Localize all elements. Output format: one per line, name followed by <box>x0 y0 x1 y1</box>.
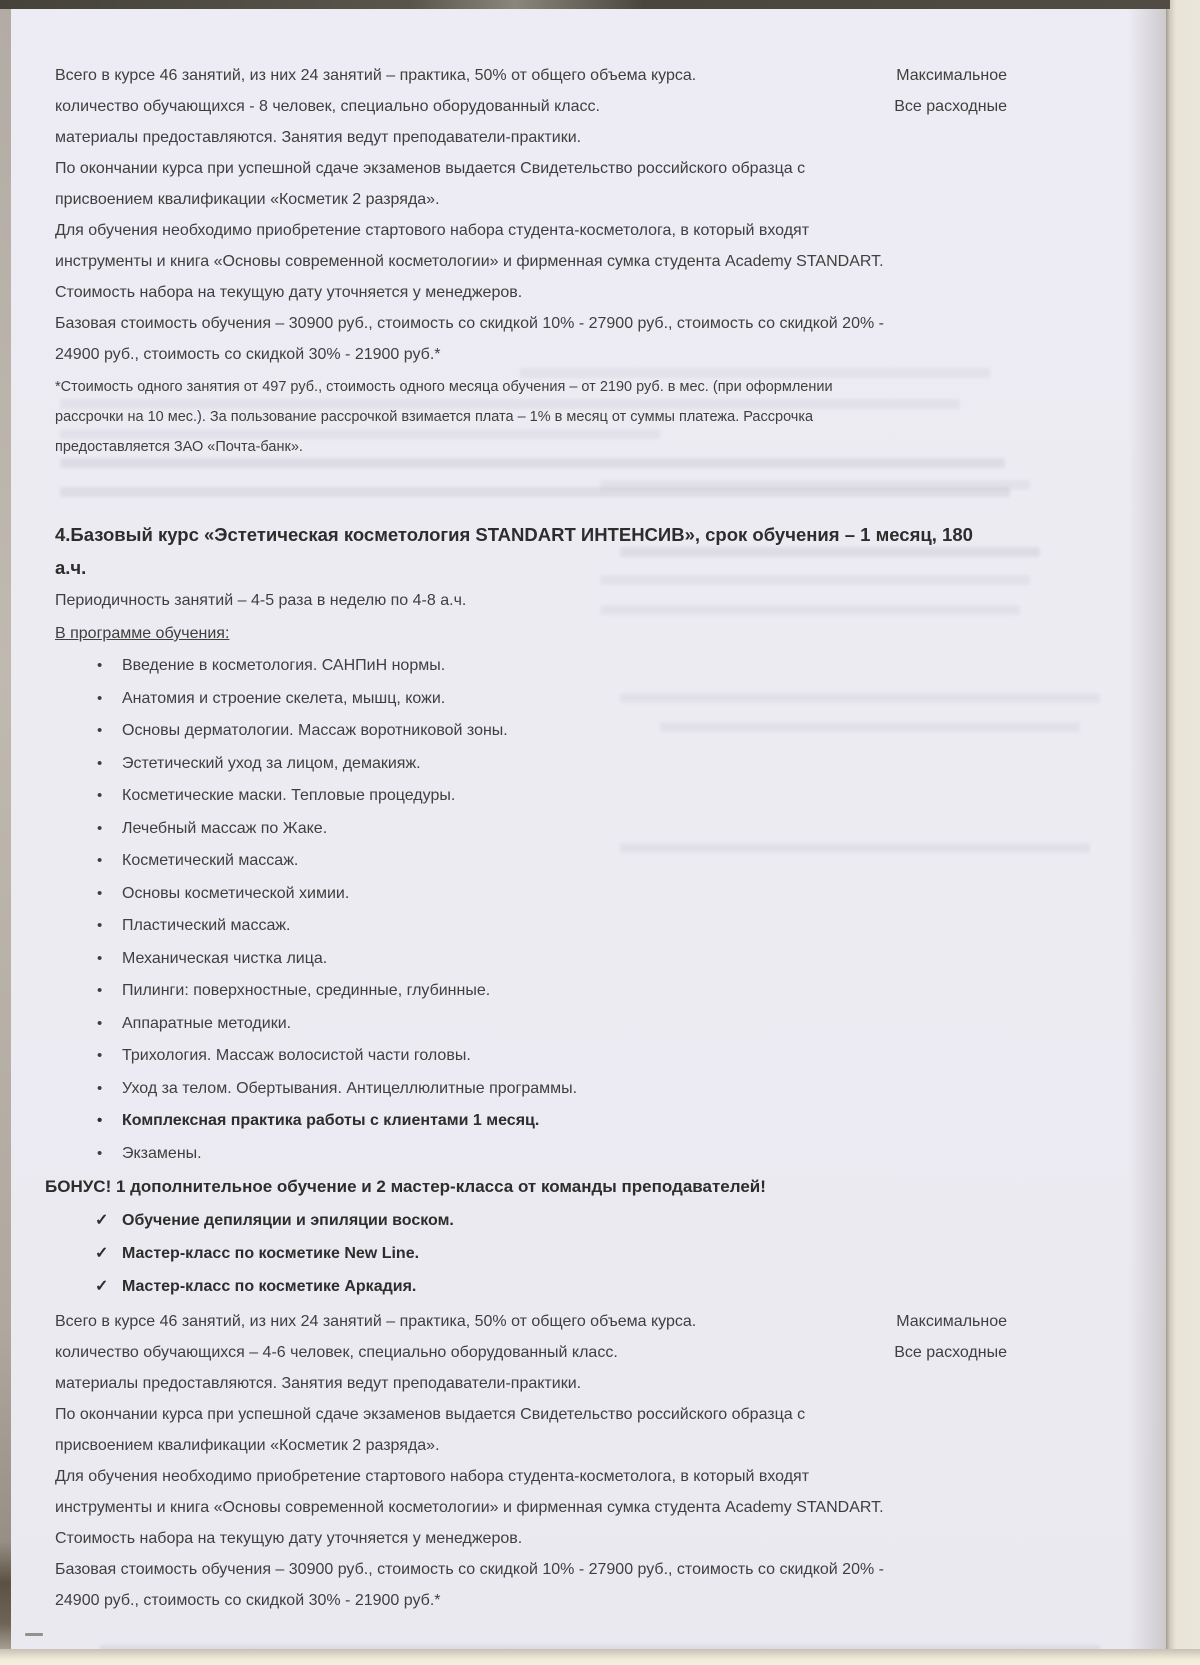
check-icon: ✓ <box>95 1212 109 1229</box>
bleed-through-artifact <box>60 399 960 409</box>
topic-text: Аппаратные методики. <box>122 1014 292 1032</box>
bullet-icon: • <box>97 657 103 674</box>
topic-text: Экзамены. <box>122 1144 202 1162</box>
outro-p3-line2: инструменты и книга «Основы современной косметологии» и фирменная сумка студента Academy STANDART. <box>55 1499 884 1516</box>
outro-paragraph-2 <box>55 1399 1030 1461</box>
bleed-through-artifact <box>620 547 1040 557</box>
intro-p2-line1: По окончании курса при успешной сдаче экзаменов выдается Свидетельство российского образца с <box>55 160 806 177</box>
bleed-through-artifact <box>60 429 660 439</box>
intro-paragraph-2 <box>55 153 1030 215</box>
intro-paragraph-1 <box>55 60 1030 153</box>
outro-p2-line2: присвоением квалификации «Косметик 2 разряда». <box>55 1437 440 1454</box>
outro-block <box>55 1306 1030 1616</box>
outro-p1-line2-right: Все расходные <box>894 1344 1007 1361</box>
pencil-mark <box>25 1633 43 1636</box>
intro-p1-line1: Всего в курсе 46 занятий, из них 24 занятий – практика, 50% от общего объема курса. <box>55 67 697 84</box>
topic-text: Анатомия и строение скелета, мышц, кожи. <box>122 689 446 707</box>
outro-p4-line2: 24900 руб., стоимость со скидкой 30% - 21900 руб.* <box>55 1592 441 1609</box>
topic-text: Пилинги: поверхностные, срединные, глубинные. <box>122 982 491 999</box>
topic-item <box>55 748 1030 781</box>
bleed-through-artifact <box>60 458 1005 468</box>
bullet-icon: • <box>97 852 103 869</box>
outro-p3-line3: Стоимость набора на текущую дату уточняется у менеджеров. <box>55 1530 523 1547</box>
outro-p1-line1-right: Максимальное <box>896 1313 1007 1330</box>
outro-p4-line1: Базовая стоимость обучения – 30900 руб., стоимость со скидкой 10% - 27900 руб., стоимость со скидкой 20% - <box>55 1561 884 1578</box>
intro-p3-line1: Для обучения необходимо приобретение стартового набора студента-косметолога, в который входят <box>55 222 810 239</box>
bleed-through-artifact <box>520 368 990 378</box>
scanner-bed <box>1166 0 1200 1665</box>
bullet-icon: • <box>97 982 103 999</box>
topic-item <box>55 1008 1030 1041</box>
program-label: В программе обучения: <box>55 625 230 642</box>
intro-p3-line2: инструменты и книга «Основы современной косметологии» и фирменная сумка студента Academy STANDART. <box>55 253 884 270</box>
topic-text: Пластический массаж. <box>122 917 291 934</box>
topic-item <box>55 1105 1030 1138</box>
intro-p4-line2: 24900 руб., стоимость со скидкой 30% - 21900 руб.* <box>55 346 441 363</box>
bleed-through-artifact <box>600 605 1020 615</box>
course-heading-line1: 4.Базовый курс «Эстетическая косметология STANDART ИНТЕНСИВ», срок обучения – 1 месяц, 180 <box>55 524 973 545</box>
periodicity-line: Периодичность занятий – 4-5 раза в неделю по 4-8 а.ч. <box>55 592 467 609</box>
topic-text: Введение в косметология. САНПиН нормы. <box>122 657 446 674</box>
bullet-icon: • <box>97 787 103 804</box>
bullet-icon: • <box>97 949 103 967</box>
page-edge-left <box>0 9 11 1657</box>
outro-p2-line1: По окончании курса при успешной сдаче экзаменов выдается Свидетельство российского образца с <box>55 1406 806 1423</box>
bullet-icon: • <box>97 819 103 837</box>
outro-paragraph-3 <box>55 1461 1030 1554</box>
topic-item <box>55 910 1030 943</box>
topic-text: Уход за телом. Обертывания. Антицеллюлитные программы. <box>122 1079 578 1097</box>
intro-p3-line3: Стоимость набора на текущую дату уточняется у менеджеров. <box>55 284 523 301</box>
bonus-text: Обучение депиляции и эпиляции воском. <box>122 1212 454 1229</box>
outro-p3-line1: Для обучения необходимо приобретение стартового набора студента-косметолога, в который входят <box>55 1468 810 1485</box>
bleed-through-artifact <box>600 480 1030 490</box>
footnote-line1: *Стоимость одного занятия от 497 руб., стоимость одного месяца обучения – от 2190 руб. в мес. (при оформлении <box>55 379 833 395</box>
topic-item <box>55 1073 1030 1106</box>
bonus-text: Мастер-класс по косметике Аркадия. <box>122 1278 417 1295</box>
bleed-through-artifact <box>620 843 1090 853</box>
page-edge-bottom <box>0 1649 1200 1665</box>
intro-paragraph-3 <box>55 215 1030 308</box>
course-heading-line2: а.ч. <box>55 557 87 578</box>
bonus-heading: БОНУС! 1 дополнительное обучение и 2 мастер-класса от команды преподавателей! <box>45 1177 766 1196</box>
topic-item <box>55 780 1030 813</box>
topic-item <box>55 650 1030 683</box>
bullet-icon: • <box>97 689 103 707</box>
topic-text: Основы дерматологии. Массаж воротниковой зоны. <box>122 722 508 739</box>
topic-text: Эстетический уход за лицом, демакияж. <box>122 754 421 772</box>
topic-item <box>55 943 1030 976</box>
footnote-line2: рассрочки на 10 мес.). За пользование рассрочкой взимается плата – 1% в месяц от суммы платежа. Рассрочка <box>55 409 814 425</box>
topic-item <box>55 813 1030 846</box>
outro-p1-line1: Всего в курсе 46 занятий, из них 24 занятий – практика, 50% от общего объема курса. <box>55 1313 697 1330</box>
bullet-icon: • <box>97 917 103 934</box>
bullet-icon: • <box>97 722 103 739</box>
outro-paragraph-4 <box>55 1554 1030 1616</box>
topic-text: Лечебный массаж по Жаке. <box>122 819 328 837</box>
topic-item <box>55 1040 1030 1073</box>
bonus-list <box>55 1204 1030 1303</box>
intro-paragraph-4 <box>55 308 1030 370</box>
footnote-line3: предоставляется ЗАО «Почта-банк». <box>55 439 303 455</box>
bullet-icon: • <box>97 1112 103 1129</box>
topic-text: Трихология. Массаж волосистой части головы. <box>122 1047 471 1064</box>
bleed-through-artifact <box>600 575 1030 585</box>
topic-text: Комплексная практика работы с клиентами 1 месяц. <box>122 1112 540 1129</box>
topic-text: Механическая чистка лица. <box>122 949 328 967</box>
topic-text: Косметический массаж. <box>122 852 299 869</box>
bleed-through-artifact <box>620 693 1100 703</box>
bleed-through-artifact <box>660 722 1080 732</box>
topic-item <box>55 975 1030 1008</box>
bullet-icon: • <box>97 1047 103 1064</box>
intro-p1-line1-right: Максимальное <box>896 67 1007 84</box>
bullet-icon: • <box>97 1079 103 1097</box>
footnote <box>55 372 1030 462</box>
bonus-item <box>55 1270 1030 1303</box>
page-edge-top <box>0 0 1170 9</box>
intro-p1-line2-right: Все расходные <box>894 98 1007 115</box>
outro-p1-line3: материалы предоставляются. Занятия ведут преподаватели-практики. <box>55 1375 582 1392</box>
intro-p2-line2: присвоением квалификации «Косметик 2 разряда». <box>55 191 440 208</box>
topic-text: Основы косметической химии. <box>122 884 350 902</box>
bullet-icon: • <box>97 1144 103 1162</box>
topic-item <box>55 878 1030 911</box>
bonus-item <box>55 1237 1030 1270</box>
bullet-icon: • <box>97 1014 103 1032</box>
outro-paragraph-1 <box>55 1306 1030 1399</box>
bullet-icon: • <box>97 884 103 902</box>
outro-p1-line2: количество обучающихся – 4-6 человек, специально оборудованный класс. <box>55 1344 618 1361</box>
bullet-icon: • <box>97 754 103 772</box>
bonus-text: Мастер-класс по косметике New Line. <box>122 1245 420 1262</box>
bonus-item <box>55 1204 1030 1237</box>
intro-p4-line1: Базовая стоимость обучения – 30900 руб., стоимость со скидкой 10% - 27900 руб., стоимость со скидкой 20% - <box>55 315 884 332</box>
intro-p1-line2: количество обучающихся - 8 человек, специально оборудованный класс. <box>55 98 600 115</box>
paper-edge-shadow <box>1128 0 1166 1665</box>
check-icon: ✓ <box>95 1278 109 1295</box>
topic-text: Косметические маски. Тепловые процедуры. <box>122 787 456 804</box>
check-icon: ✓ <box>95 1245 109 1262</box>
intro-p1-line3: материалы предоставляются. Занятия ведут преподаватели-практики. <box>55 129 582 146</box>
document-content <box>45 60 1030 1616</box>
topic-item <box>55 1138 1030 1171</box>
